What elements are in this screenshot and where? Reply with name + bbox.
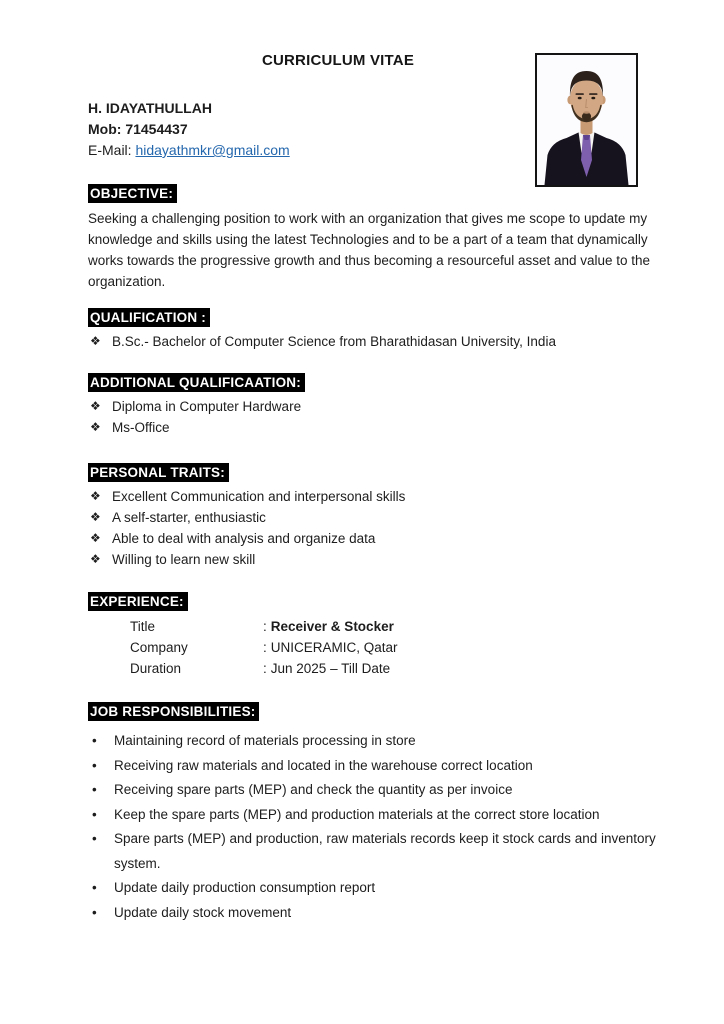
- list-item-text: A self-starter, enthusiastic: [112, 510, 266, 525]
- section-heading-experience: EXPERIENCE:: [88, 592, 188, 611]
- list-item-text: Ms-Office: [112, 420, 170, 435]
- applicant-name: H. IDAYATHULLAH: [88, 100, 212, 116]
- experience-row-company: [130, 637, 654, 658]
- contact-block: [88, 98, 654, 161]
- list-item: [88, 876, 670, 901]
- list-item: [88, 729, 670, 754]
- cv-content: [88, 52, 654, 925]
- list-item-text: Update daily production consumption report: [114, 880, 376, 895]
- dot-bullet-icon: •: [92, 782, 97, 797]
- section-heading-objective: OBJECTIVE:: [88, 184, 177, 203]
- list-item: [88, 901, 670, 926]
- list-item: [88, 486, 654, 507]
- email-line: [88, 140, 654, 161]
- diamond-bullet-icon: ❖: [90, 399, 101, 413]
- qualification-list: [88, 331, 654, 352]
- dot-bullet-icon: •: [92, 806, 97, 822]
- experience-separator: :: [263, 619, 267, 634]
- personal-traits-list: [88, 486, 654, 570]
- diamond-bullet-icon: ❖: [90, 334, 101, 348]
- list-item: [88, 396, 654, 417]
- dot-bullet-icon: •: [92, 904, 97, 920]
- list-item-text: Update daily stock movement: [114, 904, 292, 920]
- diamond-bullet-icon: ❖: [90, 420, 101, 434]
- experience-separator: :: [263, 661, 267, 676]
- list-item-text: Willing to learn new skill: [112, 552, 256, 567]
- mobile-number: Mob: 71454437: [88, 121, 188, 137]
- experience-value: UNICERAMIC, Qatar: [270, 640, 398, 655]
- list-item: [88, 754, 670, 779]
- section-heading-job-responsibilities: JOB RESPONSIBILITIES:: [88, 702, 259, 721]
- list-item-text: Able to deal with analysis and organize data: [112, 531, 376, 546]
- diamond-bullet-icon: ❖: [90, 552, 101, 566]
- list-item-text: Receiving spare parts (MEP) and check the quantity as per invoice: [114, 782, 513, 797]
- job-responsibilities-list: [88, 729, 670, 925]
- experience-value: Jun 2025 – Till Date: [270, 661, 391, 676]
- list-item: [88, 778, 670, 803]
- diamond-bullet-icon: ❖: [90, 510, 101, 524]
- experience-value: Receiver & Stocker: [270, 619, 394, 634]
- list-item-text: Diploma in Computer Hardware: [112, 399, 302, 414]
- list-item-text: Spare parts (MEP) and production, raw materials records keep it stock cards and inventory system.: [114, 831, 656, 871]
- dot-bullet-icon: •: [92, 757, 97, 773]
- dot-bullet-icon: •: [92, 831, 97, 846]
- list-item-text: B.Sc.- Bachelor of Computer Science from Bharathidasan University, India: [112, 334, 556, 349]
- page-title: CURRICULUM VITAE: [261, 52, 415, 69]
- list-item: [88, 507, 654, 528]
- list-item-text: Keep the spare parts (MEP) and production materials at the correct store location: [114, 806, 600, 822]
- list-item: [88, 549, 654, 570]
- section-heading-additional-qualification: ADDITIONAL QUALIFICAATION:: [88, 373, 305, 392]
- diamond-bullet-icon: ❖: [90, 489, 101, 503]
- diamond-bullet-icon: ❖: [90, 531, 101, 545]
- list-item: [88, 331, 654, 352]
- additional-qualification-list: [88, 396, 654, 438]
- list-item: [88, 528, 654, 549]
- experience-row-title: [130, 616, 654, 637]
- list-item-text: Receiving raw materials and located in the warehouse correct location: [114, 757, 533, 773]
- dot-bullet-icon: •: [92, 733, 97, 748]
- list-item: [88, 803, 670, 828]
- experience-table: [88, 616, 654, 679]
- list-item-text: Excellent Communication and interpersonal skills: [112, 489, 406, 504]
- email-link[interactable]: hidayathmkr@gmail.com: [135, 142, 290, 158]
- objective-text: Seeking a challenging position to work with an organization that gives me scope to update my knowledge and skills using the latest Technologies and to be a part of a team that dynamically works towards the progressive growth and thus becoming a resourceful asset and value to the organization.: [88, 211, 651, 289]
- dot-bullet-icon: •: [92, 880, 97, 895]
- experience-separator: :: [263, 640, 267, 655]
- list-item: [88, 827, 670, 876]
- section-heading-qualification: QUALIFICATION :: [88, 308, 210, 327]
- list-item: [88, 417, 654, 438]
- section-heading-personal-traits: PERSONAL TRAITS:: [88, 463, 229, 482]
- experience-label: Company: [130, 640, 188, 655]
- experience-label: Title: [130, 619, 156, 634]
- email-label: E-Mail:: [88, 142, 136, 158]
- list-item-text: Maintaining record of materials processing in store: [114, 733, 416, 748]
- experience-label: Duration: [130, 661, 182, 676]
- experience-row-duration: [130, 658, 654, 679]
